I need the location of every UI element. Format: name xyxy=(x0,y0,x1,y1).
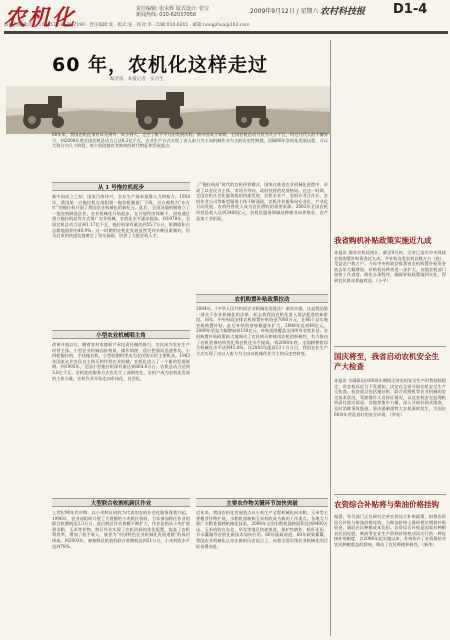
sidebar-body-2: 本报讯 为确保国庆60周年期间全省农机安全生产形势持续稳定，省农机局近日下发通知，决定在全省开展农机安全生产大检查。检查重点包括拖拉机、联合收割机等农业机械的安全技术状况，驾驶操作人员持证情况，以及农机安全监理机构责任落实情况。各地要集中力量，深入开展拉网式排查，及时消除事故隐患，坚决遏制重特大农机事故发生，为国庆60周年营造良好的安全环境。（李亮） xyxy=(334,378,446,417)
section-body-1: 新中国成立之初，国家百废待兴，农业生产基本依靠人力和畜力。1958年，我国第一台拖拉机在洛阳第一拖拉机制造厂下线，这台被称为“东方红”的拖拉机开创了我国农业机械化的新纪元。此后，全国各地相继建立了一批农机制造企业，农业机械化开始起步。在计划经济体制下，国家通过建立拖拉机站等方式推广农业机械，农机化水平逐步提高。到1978年，全国农机总动力达到1.17亿千瓦，拖拉机保有量达到55.7万台，机耕面积占总耕地面积的40.9%。这一时期的农机化发展虽然受到多种因素制约，但为后来的快速发展奠定了坚实基础，培养了大批农机人才。 xyxy=(52,194,190,239)
paper-name: 农村科技报 xyxy=(320,7,366,17)
masthead xyxy=(0,0,450,38)
article-byline: 编者按 · 本报记者 · 实习生 xyxy=(110,77,164,82)
article-headline: 60 年，农机化这样走过 xyxy=(52,54,269,76)
masthead-info-bar: 新闻热线:电话 · 传真:0571-8575-7190 · 责任编辑:张 · 版式:张 · 校对:李 · 印刷:010-6201 · 邮箱:nongjihua@163.com xyxy=(4,23,250,28)
section-body-2: 改革开放以后，随着农村家庭联产承包责任制的推行，农民成为农业生产经营主体，小型农业机械因价格低、操作简便、适应性强而迅速普及。小四轮拖拉机、手扶拖拉机、小型收割机等成为农民购买的主要机具。1983年国家允许农民自主购买和经营农业机械，农机化进入了一个新的发展时期。到1995年，全国小型拖拉机保有量达到864.6万台，农机总动力达到3.6亿千瓦。农机化的服务方式也发生了深刻变化，农机户成为农机化发展的主体力量，农机作业开始走向市场化、社会化。 xyxy=(52,342,190,381)
sidebar-headline-3: 农资综合补贴将与柴油价格挂钩 xyxy=(334,500,439,509)
sidebar-headline-2: 国庆将至，我省启动农机安全生产大检查 xyxy=(334,352,439,371)
sidebar-body-3: 据悉，有关部门正在研究完善农资综合补贴政策，拟将农资综合补贴与柴油价格挂钩，当柴油价格上涨时相应增加补贴资金，减轻农民种粮成本负担。农资综合补贴是国家对种粮农民因化肥、柴油等农业生产资料价格变动而实行的一种直接补贴制度，自2006年起实施以来，有效弥补了农资涨价对农民种粮收益的影响，调动了农民种粮积极性。（新华） xyxy=(334,514,446,547)
issue-date: 2009年9月12日 / 星期六 xyxy=(250,8,319,15)
masthead-rule xyxy=(4,31,448,34)
sidebar-headline-1: 我省购机补贴政策实施近九成 xyxy=(334,236,432,245)
section-heading-1: 从 1 号拖拉机起步 xyxy=(52,182,190,191)
tractor-photo xyxy=(6,86,331,134)
column-divider xyxy=(330,40,331,636)
section-body-4: 2004年，《中华人民共和国农业机械化促进法》颁布实施，这是我国第一部关于农业机械化的法律，标志着我国农机化进入依法促进的新阶段。同年，中央财政安排农机购置补贴资金7000万元，在66个县实施农机购置补贴。此后补贴资金规模逐年扩大，2008年达到40亿元，2009年更是大幅增加到130亿元，补贴范围覆盖全国所有农牧业县。农机购置补贴政策极大地调动了农民购买和使用农机的积极性，有力推动了农机装备结构优化和农机化水平提高。到2008年底，全国耕种收综合机械化水平达到45.8%，比2003年提高13个百分点，我国农业生产方式实现了由以人畜力为主向以机械作业为主的历史性转变。 xyxy=(196,306,328,356)
sidebar-divider-2 xyxy=(334,494,446,495)
section-heading-3: 大型联合收割机跨区作业 xyxy=(52,498,190,507)
sidebar-divider-1 xyxy=(334,346,446,347)
article-intro: 60年来，我国农机化事业从无到有、从小到大，走过了极不平凡的发展历程。新中国成立初期，全国农机总动力仅为几万千瓦，经过几代人的不懈努力，到2008年底全国农机总动力已达8.2亿千瓦，农业生产方式实现了由人畜力为主向机械作业为主的历史性跨越。回顾60年农机化发展历程，可以大致分为几个阶段，每个阶段都有其鲜明的时代特征和发展重点。 xyxy=(52,132,328,149)
sidebar-body-1: 本报讯 据省农机局统计，截至9月初，全省已落实中央财政农机购置补贴资金近九成，共补贴各类农机具数万台（套），受益农户数万户。今年中央财政安排我省农机购置补贴资金较去年大幅增加，补贴机具种类进一步扩大。各地农机部门加快工作进度，简化办事程序，确保补贴政策落到实处，得到农民群众普遍欢迎。（小平） xyxy=(334,250,446,283)
paper-logo: 农机化 xyxy=(4,6,77,31)
column-2-body: 了“拖拉机站”时代的农机经营模式，国家在推进农业机械化进程中，形成了以农民为主体、市场为导向、政府扶持的发展格局。在这一时期，全国农机社会化服务组织快速发展，农机专业户、农机专业合作社、农机作业公司等新型服务主体不断涌现，农机作业服务向专业化、产业化方向发展。农机经营收入成为农民增收的重要来源。2003年全国农机经营总收入达到2400亿元，农机化服务领域从种植业向养殖业、农产品加工业拓展。 xyxy=(196,182,328,221)
section-body-3: 上世纪90年代中期，以小麦跨区机收为代表的农机社会化服务蓬勃兴起。1996年，农业部组织开展了大规模的小麦跨区机收，当年参加跨区作业的联合收割机达2.3万台。此后跨区作业规模不断扩大，作业范围从小麦扩展到水稻、玉米等作物。跨区作业实现了农机资源的优化配置，提高了农机利用率，增加了机手收入，被誉为“中国特色农业机械化发展道路”的成功探索。到2003年，参加跨区机收的联合收割机达到21万台，小麦机收水平达到78%。 xyxy=(52,510,190,549)
section-heading-2: 小型农业机械唱主角 xyxy=(52,330,190,339)
section-body-5: 近年来，我国农机化发展重点从小麦生产全程机械化向水稻、玉米等主要粮食作物扩展，水稻机插秧和玉米机收成为新的工作重点。各地大力推广水稻育插秧机械化技术，2008年全国水稻机插秧面积达到8400万亩。玉米机收在东北、华北等地区快速推进，保护性耕作、秸秆还田、节水灌溉等农机化新技术加快应用。60年砥砺奋进，60年硕果累累，我国农业机械化正站在新的历史起点上，向着全面实现农业机械化的目标奋勇前进。 xyxy=(196,510,328,549)
section-heading-5: 主要农作物关键环节加快突破 xyxy=(196,498,328,507)
section-heading-4: 农机购置补贴政策拉动 xyxy=(196,294,328,303)
masthead-subline-1: 责任编辑: 张永辉 版式设计: 张宝 xyxy=(136,6,210,12)
page-number: D1-4 xyxy=(393,2,428,17)
masthead-subline-2: 新闻热线: 010-62037058 xyxy=(136,12,197,18)
